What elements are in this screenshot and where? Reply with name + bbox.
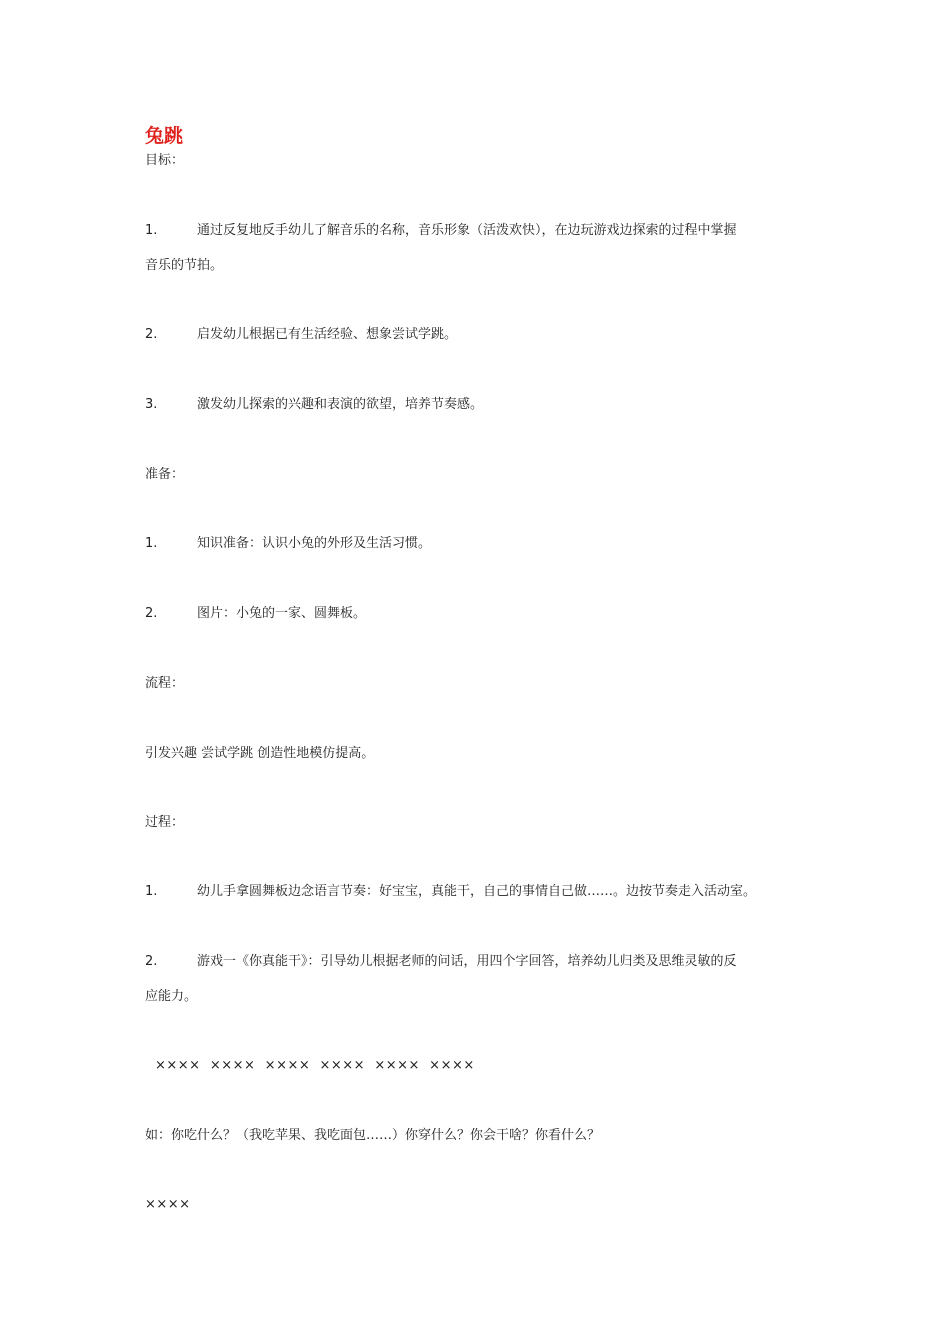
goal-1-continuation: 音乐的节拍。	[145, 258, 224, 273]
prep-1-text: 知识准备：认识小兔的外形及生活习惯。	[197, 536, 432, 551]
process-heading: 过程：	[145, 815, 185, 830]
process-2-continuation: 应能力。	[145, 989, 198, 1004]
flow-heading: 流程：	[145, 676, 185, 691]
process-1-number: 1.	[145, 884, 158, 899]
rhythm-pattern-row: ×××× ×××× ×××× ×××× ×××× ××××	[155, 1058, 475, 1073]
goals-heading: 目标：	[145, 153, 185, 168]
flow-text: 引发兴趣 尝试学跳 创造性地模仿提高。	[145, 746, 375, 761]
process-2-text: 游戏一《你真能干》：引导幼儿根据老师的问话，用四个字回答，培养幼儿归类及思维灵敏的反	[197, 954, 737, 969]
prep-heading: 准备：	[145, 467, 185, 482]
prep-2-number: 2.	[145, 606, 158, 621]
goal-3-number: 3.	[145, 397, 158, 412]
example-questions: 如：你吃什么？（我吃苹果、我吃面包……）你穿什么？你会干啥？你看什么？	[145, 1128, 601, 1143]
prep-2-text: 图片：小兔的一家、圆舞板。	[197, 606, 367, 621]
document-title: 兔跳	[145, 125, 184, 147]
goal-1-number: 1.	[145, 223, 158, 238]
rhythm-pattern-single: ××××	[145, 1197, 191, 1212]
goal-2-text: 启发幼儿根据已有生活经验、想象尝试学跳。	[197, 327, 458, 342]
goal-2-number: 2.	[145, 327, 158, 342]
process-1-text: 幼儿手拿圆舞板边念语言节奏：好宝宝，真能干，自己的事情自己做……。边按节奏走入活动室。	[197, 884, 757, 899]
process-2-number: 2.	[145, 954, 158, 969]
goal-1-text: 通过反复地反手幼儿了解音乐的名称，音乐形象（活泼欢快），在边玩游戏边探索的过程中掌握	[197, 223, 737, 238]
prep-1-number: 1.	[145, 536, 158, 551]
goal-3-text: 激发幼儿探索的兴趣和表演的欲望，培养节奏感。	[197, 397, 484, 412]
